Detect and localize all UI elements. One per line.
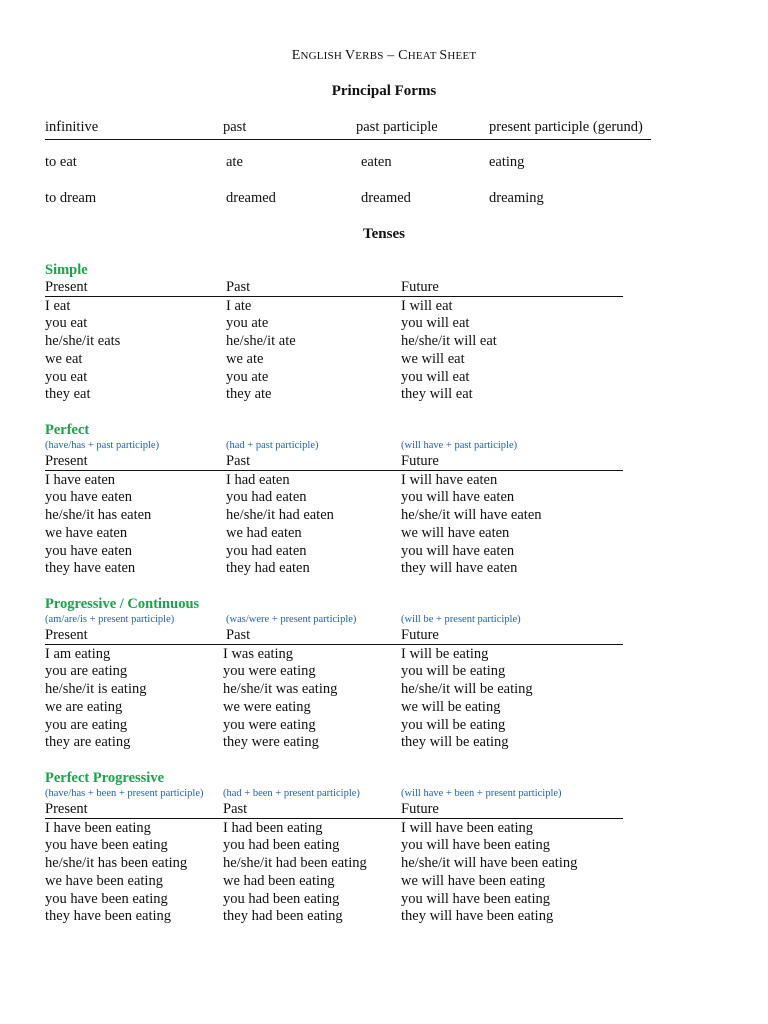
header-past: Past <box>223 801 248 817</box>
cell: you have eaten <box>45 542 132 559</box>
cell: you are eating <box>45 716 128 733</box>
cell: he/she/it has eaten <box>45 507 152 524</box>
cell: you have been eating <box>45 837 168 854</box>
header-present: Present <box>45 453 88 469</box>
formula-note-future: (will be + present participle) <box>401 614 521 625</box>
cell: I will have eaten <box>401 471 498 488</box>
table-row <box>45 507 623 525</box>
cell: you had been eating <box>223 837 340 854</box>
table-row <box>45 873 623 891</box>
header-future: Future <box>401 453 439 469</box>
table-row <box>45 351 623 369</box>
table-row <box>45 646 623 664</box>
cell: I have been eating <box>45 819 151 836</box>
cell: you will have eaten <box>401 489 515 506</box>
cell: you have eaten <box>45 489 132 506</box>
cell: they will eat <box>401 386 473 403</box>
table-header <box>45 801 623 819</box>
table-row <box>45 837 623 855</box>
section-title-perfect: Perfect <box>45 422 90 438</box>
cell: you eat <box>45 368 88 385</box>
cell: we have been eating <box>45 872 163 889</box>
principal-forms-row <box>45 190 651 210</box>
header-present: Present <box>45 279 88 295</box>
cell: he/she/it is eating <box>45 681 147 698</box>
cell: I had eaten <box>226 471 290 488</box>
principal-forms-header <box>45 119 651 140</box>
cell: I will have been eating <box>401 819 534 836</box>
cell: you will eat <box>401 315 470 332</box>
table-row <box>45 298 623 316</box>
cell: they had been eating <box>223 908 343 925</box>
cell: you were eating <box>223 716 316 733</box>
cell: he/she/it will have eaten <box>401 507 542 524</box>
cell: he/she/it ate <box>226 333 296 350</box>
header-present: Present <box>45 627 88 643</box>
cell: he/she/it eats <box>45 333 121 350</box>
cell: he/she/it was eating <box>223 681 338 698</box>
tense-table-progressive <box>45 627 623 752</box>
cell: we will eat <box>401 350 465 367</box>
header-present-participle: present participle (gerund) <box>489 119 643 135</box>
table-row <box>45 472 623 490</box>
cell: we are eating <box>45 698 123 715</box>
table-row <box>45 891 623 909</box>
cell: you ate <box>226 315 269 332</box>
header-future: Future <box>401 801 439 817</box>
cell: we have eaten <box>45 524 128 541</box>
header-future: Future <box>401 279 439 295</box>
tense-table-simple <box>45 279 623 404</box>
cell: they will have eaten <box>401 560 518 577</box>
cell: he/she/it will eat <box>401 333 497 350</box>
table-row <box>45 908 623 926</box>
table-row <box>45 717 623 735</box>
cell: they have been eating <box>45 908 172 925</box>
table-row <box>45 489 623 507</box>
header-past: Past <box>226 627 251 643</box>
cell: he/she/it had eaten <box>226 507 334 524</box>
cell: they were eating <box>223 734 319 751</box>
cell: ate <box>226 154 243 170</box>
header-infinitive: infinitive <box>45 119 99 135</box>
cell: to eat <box>45 154 77 170</box>
table-row <box>45 820 623 838</box>
principal-forms-heading: Principal Forms <box>331 83 437 99</box>
table-row <box>45 681 623 699</box>
cell: you eat <box>45 315 88 332</box>
cell: you ate <box>226 368 269 385</box>
header-present: Present <box>45 801 88 817</box>
cell: they eat <box>45 386 91 403</box>
formula-note-present: (have/has + been + present participle) <box>45 788 204 799</box>
cell: you will be eating <box>401 663 506 680</box>
table-row <box>45 386 623 404</box>
cell: they have eaten <box>45 560 136 577</box>
header-past: past <box>223 119 247 135</box>
tense-table-perfect-progressive <box>45 801 623 926</box>
cell: we will have been eating <box>401 872 546 889</box>
formula-note-future: (will have + past participle) <box>401 440 518 451</box>
cell: they had eaten <box>226 560 310 577</box>
principal-forms-row <box>45 154 651 174</box>
cell: I am eating <box>45 645 111 662</box>
cell: I was eating <box>223 645 294 662</box>
cell: I will be eating <box>401 645 489 662</box>
cell: you were eating <box>223 663 316 680</box>
cell: we will be eating <box>401 698 501 715</box>
table-row <box>45 855 623 873</box>
formula-note-past: (had + past participle) <box>226 440 319 451</box>
table-row <box>45 333 623 351</box>
header-future: Future <box>401 627 439 643</box>
table-header <box>45 279 623 297</box>
cell: I eat <box>45 297 71 314</box>
table-row <box>45 663 623 681</box>
cell: you had eaten <box>226 489 307 506</box>
table-row <box>45 315 623 333</box>
formula-note-past: (was/were + present participle) <box>226 614 357 625</box>
formula-note-present: (am/are/is + present participle) <box>45 614 175 625</box>
cell: we had been eating <box>223 872 335 889</box>
cell: you are eating <box>45 663 128 680</box>
section-title-progressive: Progressive / Continuous <box>45 596 200 612</box>
table-header <box>45 453 623 471</box>
tense-table-perfect <box>45 453 623 578</box>
cell: you will have been eating <box>401 890 550 907</box>
table-row <box>45 369 623 387</box>
cell: you have been eating <box>45 890 168 907</box>
cell: eating <box>489 154 525 170</box>
cell: I have eaten <box>45 471 116 488</box>
cell: they are eating <box>45 734 131 751</box>
cell: you will have been eating <box>401 837 550 854</box>
document-title: ENGLISH VERBS – CHEAT SHEET <box>291 48 477 63</box>
cell: he/she/it had been eating <box>223 855 367 872</box>
table-header <box>45 627 623 645</box>
header-past: Past <box>226 279 251 295</box>
cell: eaten <box>361 154 392 170</box>
table-row <box>45 699 623 717</box>
cell: you will be eating <box>401 716 506 733</box>
cell: we had eaten <box>226 524 302 541</box>
cell: you will have eaten <box>401 542 515 559</box>
formula-note-present: (have/has + past participle) <box>45 440 160 451</box>
cell: he/she/it will be eating <box>401 681 533 698</box>
cell: they will be eating <box>401 734 509 751</box>
cell: we ate <box>226 350 264 367</box>
cell: he/she/it will have been eating <box>401 855 578 872</box>
cell: we eat <box>45 350 83 367</box>
table-row <box>45 560 623 578</box>
cell: dreamed <box>226 190 276 206</box>
cell: I ate <box>226 297 252 314</box>
table-row <box>45 734 623 752</box>
header-past: Past <box>226 453 251 469</box>
cell: we were eating <box>223 698 311 715</box>
formula-note-future: (will have + been + present participle) <box>401 788 562 799</box>
section-title-simple: Simple <box>45 262 88 278</box>
cell: I had been eating <box>223 819 323 836</box>
cell: you had eaten <box>226 542 307 559</box>
cell: dreaming <box>489 190 544 206</box>
cell: they ate <box>226 386 272 403</box>
table-row <box>45 543 623 561</box>
cell: dreamed <box>361 190 411 206</box>
cell: they will have been eating <box>401 908 554 925</box>
tenses-heading: Tenses <box>363 226 405 242</box>
table-row <box>45 525 623 543</box>
cell: to dream <box>45 190 97 206</box>
cell: I will eat <box>401 297 453 314</box>
cell: you will eat <box>401 368 470 385</box>
cell: he/she/it has been eating <box>45 855 188 872</box>
formula-note-past: (had + been + present participle) <box>223 788 360 799</box>
cell: you had been eating <box>223 890 340 907</box>
section-title-perfect-progressive: Perfect Progressive <box>45 770 165 786</box>
cell: we will have eaten <box>401 524 510 541</box>
header-past-participle: past participle <box>356 119 438 135</box>
